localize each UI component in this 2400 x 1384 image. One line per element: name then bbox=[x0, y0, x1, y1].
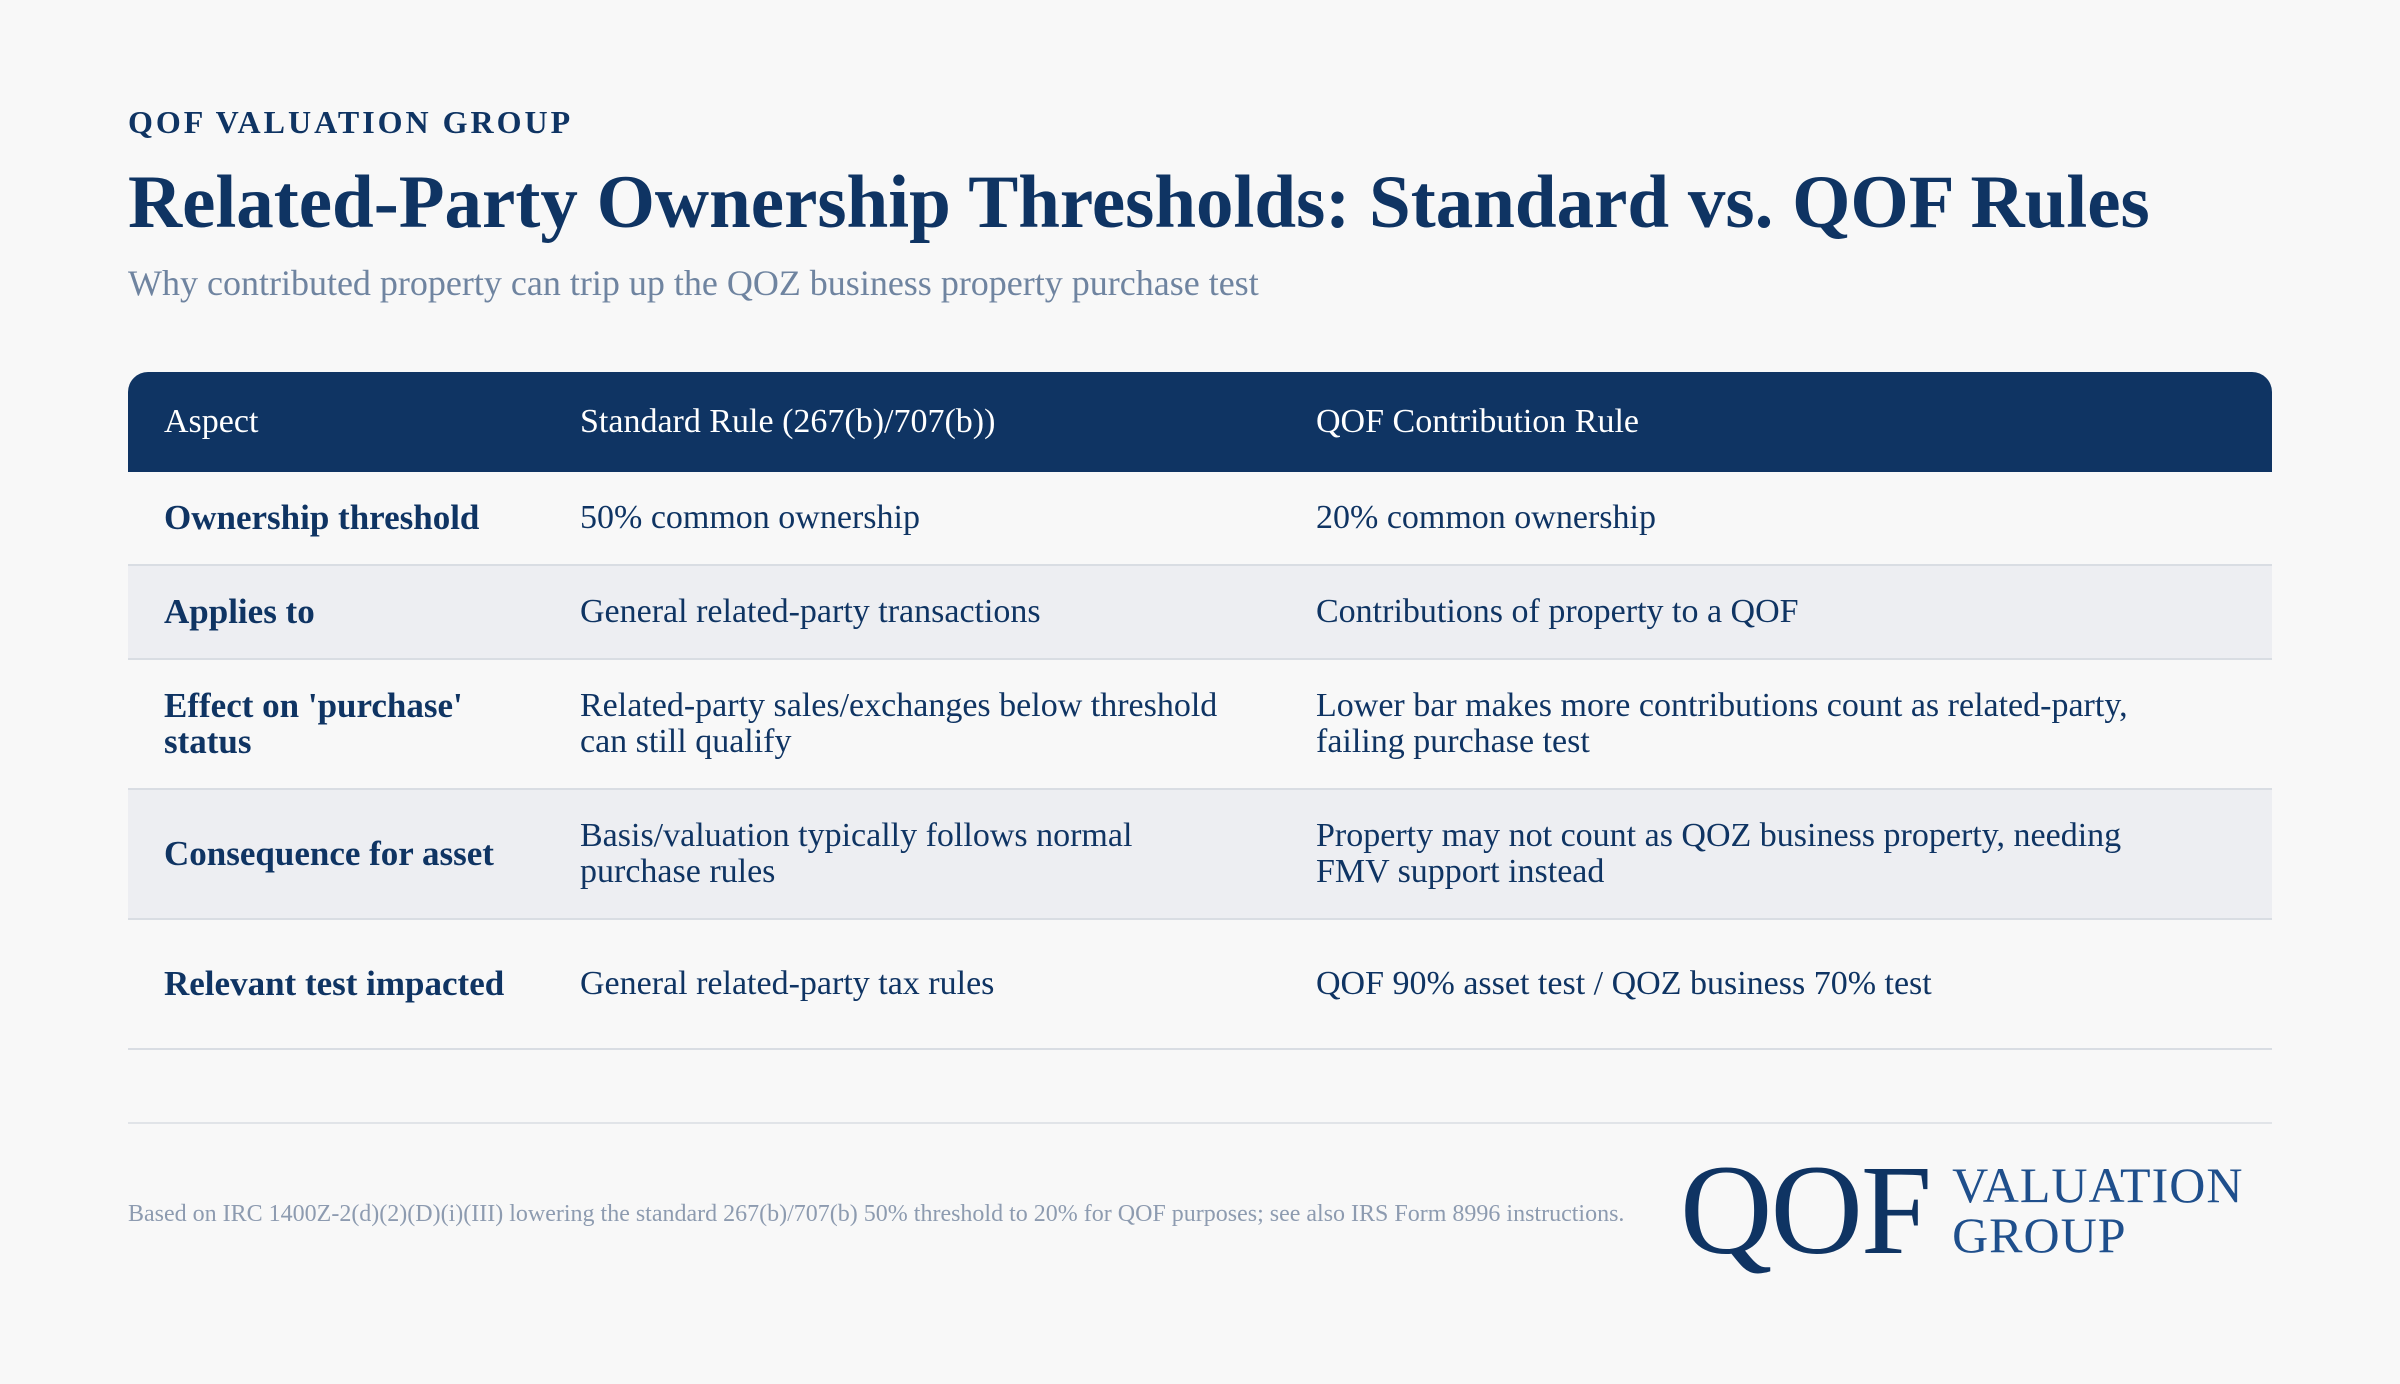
table-header bbox=[128, 372, 2272, 472]
row-aspect: Relevant test impacted bbox=[164, 964, 505, 1003]
row-qof-value: Contributions of property to a QOF bbox=[1316, 593, 1799, 630]
row-standard-value: General related-party tax rules bbox=[580, 965, 995, 1002]
logo-wordmark bbox=[1952, 1157, 2244, 1263]
table-row bbox=[128, 566, 2272, 660]
row-qof-value: QOF 90% asset test / QOZ business 70% test bbox=[1316, 965, 1932, 1002]
column-header-aspect: Aspect bbox=[164, 403, 259, 440]
row-aspect: Ownership threshold bbox=[164, 498, 480, 537]
logo-line-group: GROUP bbox=[1952, 1207, 2127, 1263]
row-standard-value: Basis/valuation typically follows normal purchase rules bbox=[580, 817, 1133, 890]
footer-divider bbox=[128, 1122, 2272, 1124]
page-title: Related-Party Ownership Thresholds: Standard vs. QOF Rules bbox=[128, 161, 2150, 244]
footnote: Based on IRC 1400Z-2(d)(2)(D)(i)(III) lowering the standard 267(b)/707(b) 50% threshold to 20% for QOF purposes; see also IRS Form 8996 instructions. bbox=[128, 1201, 1625, 1227]
table-row bbox=[128, 472, 2272, 566]
page-subtitle: Why contributed property can trip up the QOZ business property purchase test bbox=[128, 263, 1259, 303]
row-aspect: Consequence for asset bbox=[164, 834, 494, 873]
row-standard-value: General related-party transactions bbox=[580, 593, 1041, 630]
column-header-standard-rule: Standard Rule (267(b)/707(b)) bbox=[580, 403, 996, 440]
table-row bbox=[128, 660, 2272, 790]
row-aspect: Effect on 'purchase' status bbox=[164, 686, 463, 761]
row-qof-value: Lower bar makes more contributions count as related-party, failing purchase test bbox=[1316, 687, 2128, 760]
row-standard-value: Related-party sales/exchanges below threshold can still qualify bbox=[580, 687, 1218, 760]
row-standard-value: 50% common ownership bbox=[580, 499, 920, 536]
logo-line-valuation: VALUATION bbox=[1952, 1157, 2244, 1213]
row-qof-value: Property may not count as QOZ business property, needing FMV support instead bbox=[1316, 817, 2122, 890]
company-logo bbox=[1680, 1140, 2243, 1280]
table-row bbox=[128, 790, 2272, 920]
column-header-qof-rule: QOF Contribution Rule bbox=[1316, 403, 1640, 440]
logo-mark: QOF bbox=[1680, 1139, 1931, 1281]
comparison-table bbox=[128, 372, 2272, 1050]
table-row bbox=[128, 920, 2272, 1050]
row-aspect: Applies to bbox=[164, 592, 315, 631]
row-qof-value: 20% common ownership bbox=[1316, 499, 1656, 536]
brand-eyebrow: QOF VALUATION GROUP bbox=[128, 104, 574, 140]
